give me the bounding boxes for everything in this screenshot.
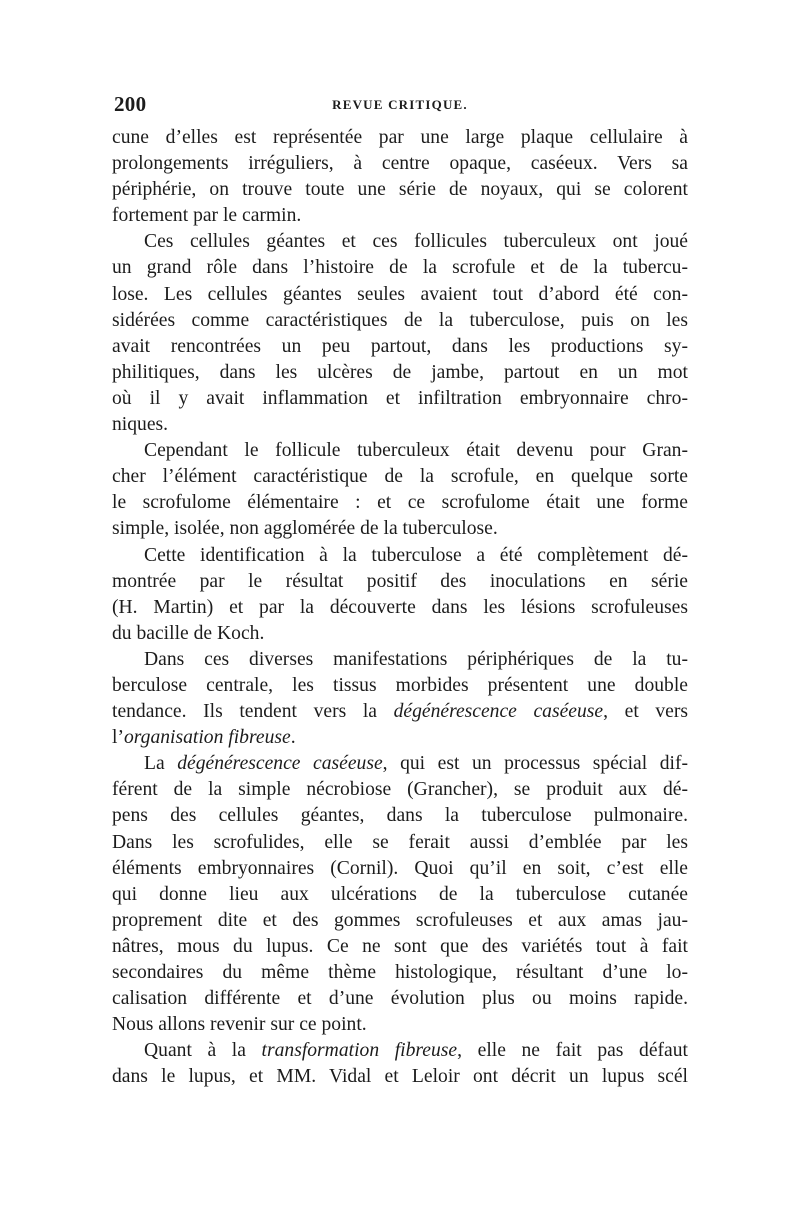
text-line	[112, 569, 688, 595]
text-segment: du bacille de Koch.	[112, 622, 265, 644]
text-segment: , elle ne fait pas défaut	[457, 1040, 688, 1062]
text-line	[112, 986, 688, 1012]
text-line	[112, 882, 688, 908]
text-segment: montrée par le résultat positif des inoculations en série	[112, 570, 688, 592]
running-head	[112, 92, 688, 122]
text-segment: nâtres, mous du lupus. Ce ne sont que des variétés tout à fait	[112, 935, 688, 957]
text-segment: avait rencontrées un peu partout, dans les productions sy-	[112, 335, 688, 357]
text-segment: niques.	[112, 414, 169, 436]
text-segment: qui donne lieu aux ulcérations de la tuberculose cutanée	[112, 883, 688, 905]
text-line	[112, 1038, 688, 1064]
text-line	[112, 203, 688, 229]
text-segment: sidérées comme caractéristiques de la tuberculose, puis on les	[112, 309, 688, 331]
text-line	[112, 725, 688, 751]
text-segment: simple, isolée, non agglomérée de la tuberculose.	[112, 518, 498, 540]
italic-phrase: dégénérescence caséeuse	[177, 753, 383, 775]
text-line	[112, 699, 688, 725]
text-line	[112, 1064, 688, 1090]
text-segment: calisation différente et d’une évolution plus ou moins rapide.	[112, 988, 688, 1010]
text-segment: proprement dite et des gommes scrofuleuses et aux amas jau-	[112, 909, 688, 931]
italic-phrase: transformation fibreuse	[261, 1040, 458, 1062]
text-segment: , et vers	[603, 701, 689, 723]
text-line	[112, 360, 688, 386]
text-line	[112, 934, 688, 960]
text-segment: l’	[112, 727, 124, 749]
text-line	[112, 125, 688, 151]
text-segment: La	[144, 753, 178, 775]
text-line	[112, 282, 688, 308]
text-line	[112, 464, 688, 490]
text-line	[112, 386, 688, 412]
text-line	[112, 308, 688, 334]
text-segment: Ces cellules géantes et ces follicules tuberculeux ont joué	[144, 231, 688, 253]
text-segment: Cette identification à la tuberculose a été complètement dé-	[144, 544, 688, 566]
italic-phrase: dégénérescence caséeuse	[393, 701, 604, 723]
text-segment: où il y avait inflammation et infiltration embryonnaire chro-	[112, 387, 688, 409]
running-title: REVUE CRITIQUE.	[332, 97, 468, 112]
text-line	[112, 438, 688, 464]
text-line	[112, 543, 688, 569]
text-segment: cher l’élément caractéristique de la scrofule, en quelque sorte	[112, 466, 688, 488]
text-segment: férent de la simple nécrobiose (Grancher), se produit aux dé-	[112, 779, 688, 801]
text-segment: lose. Les cellules géantes seules avaient tout d’abord été con-	[112, 283, 688, 305]
text-line	[112, 856, 688, 882]
text-line	[112, 621, 688, 647]
text-line	[112, 255, 688, 281]
page-number: 200	[114, 92, 147, 116]
text-segment: fortement par le carmin.	[112, 205, 302, 227]
text-segment: secondaires du même thème histologique, résultant d’une lo-	[112, 962, 688, 983]
text-line	[112, 151, 688, 177]
text-segment: dans le lupus, et MM. Vidal et Leloir ont décrit un lupus scél	[112, 1066, 688, 1088]
text-line	[112, 595, 688, 621]
text-segment: (H. Martin) et par la découverte dans les lésions scrofuleuses	[112, 596, 688, 618]
text-line	[112, 803, 688, 829]
text-segment: périphérie, on trouve toute une série de noyaux, qui se colorent	[112, 179, 688, 201]
text-line	[112, 830, 688, 856]
text-segment: , qui est un processus spécial dif-	[382, 753, 689, 775]
text-segment: prolongements irréguliers, à centre opaque, caséeux. Vers sa	[112, 153, 688, 175]
text-line	[112, 1012, 688, 1038]
text-segment: pens des cellules géantes, dans la tuberculose pulmonaire.	[112, 805, 688, 827]
text-segment: un grand rôle dans l’histoire de la scrofule et de la tubercu-	[112, 257, 688, 279]
text-segment: berculose centrale, les tissus morbides présentent une double	[112, 674, 688, 696]
text-line	[112, 177, 688, 203]
text-line	[112, 334, 688, 360]
text-line	[112, 229, 688, 255]
text-segment: philitiques, dans les ulcères de jambe, partout en un mot	[112, 361, 688, 383]
text-line	[112, 647, 688, 673]
book-page	[112, 92, 688, 1090]
text-segment: tendance. Ils tendent vers la	[112, 701, 394, 723]
text-line	[112, 777, 688, 803]
text-segment: .	[290, 727, 296, 749]
text-segment: le scrofulome élémentaire : et ce scrofulome était une forme	[112, 492, 688, 514]
text-line	[112, 490, 688, 516]
text-segment: Nous allons revenir sur ce point.	[112, 1014, 367, 1036]
text-line	[112, 673, 688, 699]
text-line	[112, 516, 688, 542]
text-segment: Quant à la	[144, 1040, 262, 1062]
text-segment: Dans ces diverses manifestations périphériques de la tu-	[144, 648, 688, 670]
text-segment: Cependant le follicule tuberculeux était devenu pour Gran-	[144, 440, 688, 462]
text-line	[112, 908, 688, 934]
text-segment: cune d’elles est représentée par une large plaque cellulaire à	[112, 127, 688, 148]
text-line	[112, 412, 688, 438]
body-text	[112, 125, 688, 1090]
text-line	[112, 960, 688, 986]
text-segment: éléments embryonnaires (Cornil). Quoi qu’il en soit, c’est elle	[112, 857, 688, 879]
italic-phrase: organisation fibreuse	[123, 727, 291, 749]
text-line	[112, 751, 688, 777]
text-segment: Dans les scrofulides, elle se ferait aussi d’emblée par les	[112, 831, 688, 853]
